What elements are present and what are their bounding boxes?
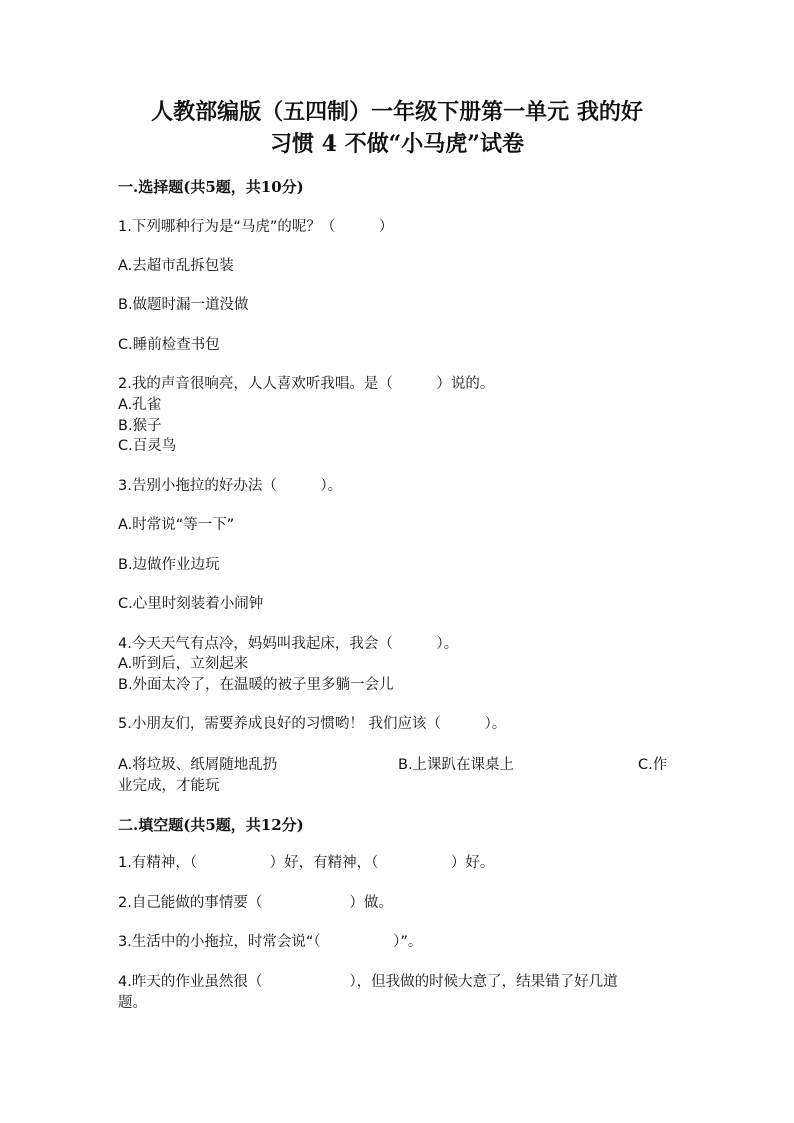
question-4-stem: 4.今天天气有点冷，妈妈叫我起床，我会（ ）。 — [118, 636, 459, 652]
fill-question-4-line-2: 题。 — [118, 995, 147, 1011]
exam-title-line-2: 习惯 4 不做“小马虎”试卷 — [270, 131, 524, 157]
question-3-option-c: C.心里时刻装着小闹钟 — [118, 596, 264, 612]
question-3-option-b: B.边做作业边玩 — [118, 557, 220, 573]
question-1-option-c: C.睡前检查书包 — [118, 337, 220, 353]
question-5-option-c-start: C.作 — [638, 757, 668, 773]
question-1-option-a: A.去超市乱拆包装 — [118, 258, 234, 274]
question-5-option-a: A.将垃圾、纸屑随地乱扔 — [118, 757, 278, 773]
fill-question-4-line-1: 4.昨天的作业虽然很（ ），但我做的时候大意了，结果错了好几道 — [118, 974, 618, 990]
exam-title-line-1: 人教部编版（五四制）一年级下册第一单元 我的好 — [151, 99, 643, 125]
question-4-option-b: B.外面太冷了，在温暖的被子里多躺一会儿 — [118, 677, 394, 693]
question-5-option-b: B.上课趴在课桌上 — [398, 757, 515, 773]
question-4-option-a: A.听到后，立刻起来 — [118, 656, 249, 672]
question-3-stem: 3.告别小拖拉的好办法（ ）。 — [118, 478, 343, 494]
section-heading-choice: 一.选择题(共5题，共10分) — [118, 178, 304, 196]
question-1-option-b: B.做题时漏一道没做 — [118, 297, 249, 313]
fill-question-1: 1.有精神，（ ）好，有精神，（ ）好。 — [118, 855, 495, 871]
fill-question-2: 2.自己能做的事情要（ ）做。 — [118, 895, 393, 911]
question-5-option-c-end: 业完成，才能玩 — [118, 778, 220, 794]
question-2-option-c: C.百灵鸟 — [118, 438, 177, 454]
fill-question-3: 3.生活中的小拖拉，时常会说“（ ）”。 — [118, 934, 423, 950]
question-3-option-a: A.时常说“等一下” — [118, 517, 235, 533]
section-heading-fill-in: 二.填空题(共5题，共12分) — [118, 816, 304, 834]
question-5-stem: 5.小朋友们，需要养成良好的习惯哟！ 我们应该（ ）。 — [118, 716, 507, 732]
question-2-option-b: B.猴子 — [118, 418, 162, 434]
question-1-stem: 1.下列哪种行为是“马虎”的呢？（ ） — [118, 219, 394, 235]
question-2-option-a: A.孔雀 — [118, 397, 162, 413]
question-2-stem: 2.我的声音很响亮，人人喜欢听我唱。是（ ）说的。 — [118, 376, 495, 392]
